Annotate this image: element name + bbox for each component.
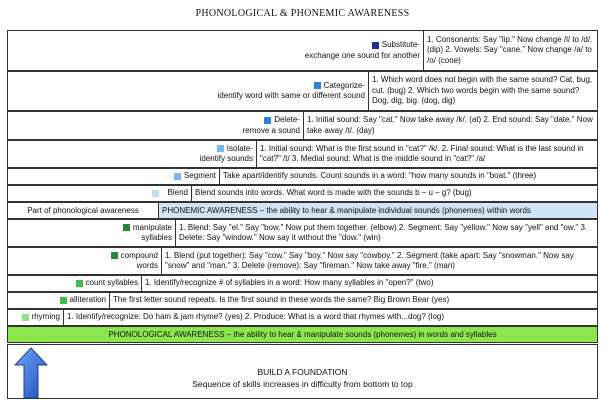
skill-name: alliteration xyxy=(69,295,106,305)
swatch-icon xyxy=(111,252,118,259)
row-substitute xyxy=(7,30,598,71)
row-description: Take apart/identify sounds. Count sounds in a word: "how many sounds in "boat." (three) xyxy=(219,169,597,184)
row-description: 1. Initial sound: What is the first sound in "cat?" /k/. 2. Final sound: What is the last sound in "cat?" /t/ 3. Medial sound: What is the middle sound in "cat?" /a/ xyxy=(256,141,597,167)
row-description: 1. Consonants: Say "lip." Now change /l/ to /d/. (dip) 2. Vowels: Say "cane." Now change /a/ to /o/ (cone) xyxy=(423,31,597,70)
skill-definition: syllables xyxy=(141,233,172,242)
band-left-label: Part of phonological awareness xyxy=(27,206,139,215)
skill-name: rhyming xyxy=(31,312,60,322)
row-label xyxy=(8,186,191,201)
row-rhyming xyxy=(7,309,598,326)
page-title: PHONOLOGICAL & PHONEMIC AWARENESS xyxy=(195,8,410,19)
row-description: 1. Identify/recognize: Do ham & jam rhyme? (yes) 2. Produce: What is a word that rhymes with...dog? (log) xyxy=(63,310,597,325)
band-right-label: PHONEMIC AWARENESS – the ability to hear & manipulate individual sounds (phonemes) within words xyxy=(158,203,597,218)
skill-name: Categorize- xyxy=(323,80,365,90)
swatch-icon xyxy=(217,145,224,152)
row-description: 1. Blend (put together): Say "cow." Say "boy." Now say "cowboy." 2. Segment (take apart: Say "snowman." Now say "snow" and "man." 3. Delete (remove): Say "fireman." Now take away "fire." (man) xyxy=(161,248,597,274)
skill-definition: identify sounds xyxy=(199,154,253,163)
swatch-icon xyxy=(123,224,130,231)
skill-name: Segment xyxy=(183,171,216,181)
row-alliteration xyxy=(7,292,598,309)
swatch-icon xyxy=(314,82,321,89)
foundation-subtext: Sequence of skills increases in difficulty from bottom to top xyxy=(192,379,413,389)
row-label xyxy=(8,72,368,110)
row-description: The first letter sound repeats. Is the first sound in these words the same? Big Brown Bear (yes) xyxy=(109,293,597,308)
phonological-awareness-band: PHONOLOGICAL AWARENESS – the ability to hear & manipulate sounds (phonemes) in words and syllables xyxy=(7,326,598,343)
swatch-icon xyxy=(152,190,159,197)
row-description: Blend sounds into words. What word is made with the sounds b – u – g? (bug) xyxy=(191,186,597,201)
swatch-icon xyxy=(60,297,67,304)
row-label xyxy=(8,293,109,308)
row-label xyxy=(8,220,175,246)
phonemic-awareness-band xyxy=(7,202,598,219)
row-label xyxy=(8,248,161,274)
row-label xyxy=(8,112,303,139)
skill-name: Blend xyxy=(167,188,188,198)
skill-definition: words xyxy=(136,261,158,270)
swatch-icon xyxy=(174,173,181,180)
swatch-icon xyxy=(22,314,29,321)
skill-name: count syllables xyxy=(85,278,138,288)
row-description: 1. Identify/recognize # of syllables in a word: How many syllables in "open?" (two) xyxy=(141,276,597,291)
foundation-box xyxy=(7,344,598,399)
row-label xyxy=(8,310,63,325)
row-count-syllables xyxy=(7,275,598,292)
swatch-icon xyxy=(264,117,271,124)
foundation-heading: BUILD A FOUNDATION xyxy=(257,367,348,377)
row-label xyxy=(8,31,423,70)
row-description: 1. Blend: Say "el." Say "bow." Now put them together. (elbow) 2. Segment: Say "yellow." Now say "yell" and "ow." 3. Delete: Say "window." Now say it without the "dow." (win) xyxy=(175,220,597,246)
row-compound-words xyxy=(7,247,598,275)
skill-name: Isolate- xyxy=(226,143,253,153)
row-categorize xyxy=(7,71,598,111)
up-arrow-icon xyxy=(14,347,48,399)
row-label xyxy=(8,141,256,167)
row-label xyxy=(8,276,141,291)
skill-definition: remove a sound xyxy=(242,125,300,135)
row-manipulate-syllables xyxy=(7,219,598,247)
skill-name: manipulate xyxy=(132,222,172,232)
row-description: 1. Initial sound: Say "cat." Now take away /k/. (at) 2. End sound: Say "date." Now take away /t/. (day) xyxy=(303,112,597,139)
skill-name: compound xyxy=(120,250,158,260)
row-blend xyxy=(7,185,598,202)
swatch-icon xyxy=(372,42,379,49)
row-delete xyxy=(7,111,598,140)
skill-definition: exchange one sound for another xyxy=(304,50,420,60)
row-segment xyxy=(7,168,598,185)
row-description: 1. Which word does not begin with the same sound? Cat, bug, cut. (bug) 2. Which two words begin with the same sound? Dog, dig, big. (dog, dig) xyxy=(368,72,597,110)
skill-name: Delete- xyxy=(274,115,300,124)
row-label xyxy=(8,169,219,184)
swatch-icon xyxy=(76,280,83,287)
skill-name: Substitute- xyxy=(381,40,420,49)
row-isolate xyxy=(7,140,598,168)
skill-definition: identify word with same or different sound xyxy=(217,91,365,100)
